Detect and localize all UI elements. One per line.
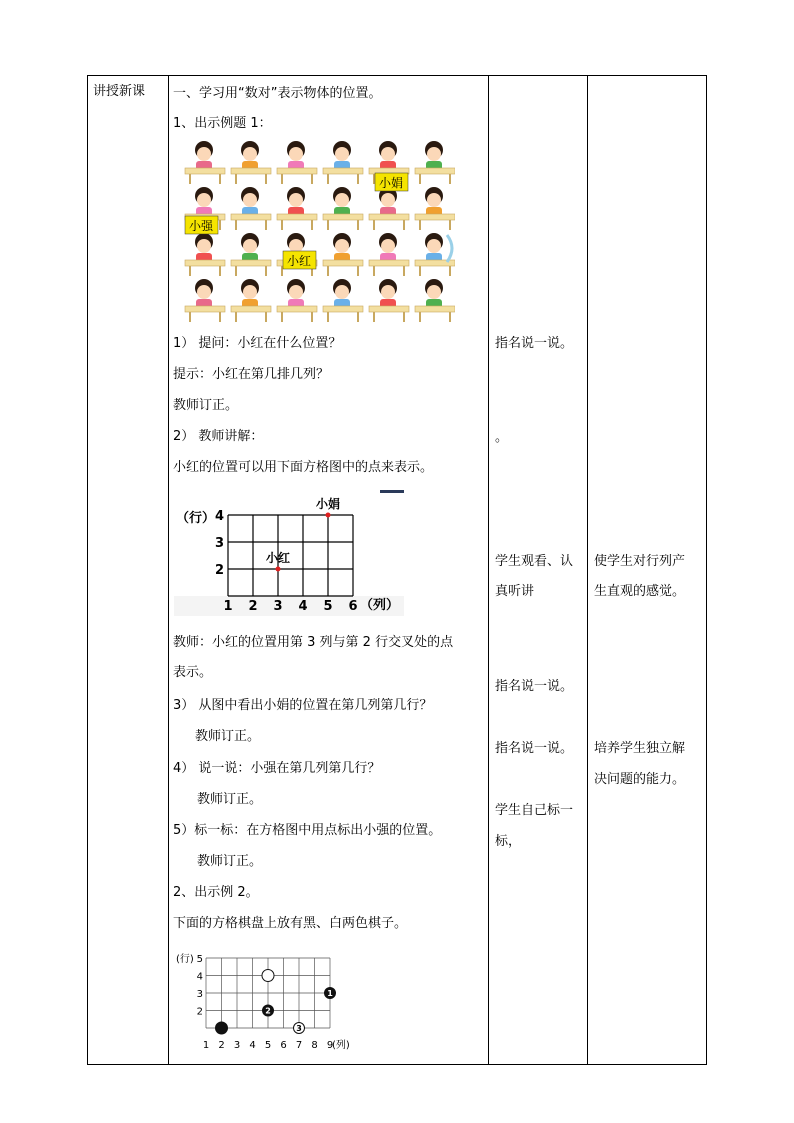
student-figure (323, 187, 363, 230)
student-activity-4: 指名说一说。 (495, 679, 574, 694)
example1-title: 1、出示例题 1： (173, 116, 272, 131)
grid2-row-axis-label: (行) (176, 954, 194, 965)
grid-figure-1 (170, 488, 420, 618)
student-figure (231, 187, 271, 230)
teacher-correct-3: 教师订正。 (195, 729, 261, 744)
label-xiaohong (283, 251, 316, 269)
teacher-correct-4: 教师订正。 (197, 792, 263, 807)
grid1-col-tick: 6 (348, 599, 358, 614)
grid2-lines (206, 958, 330, 1028)
classroom-illustration (183, 140, 455, 326)
student-activity-3-line2: 真听讲 (495, 584, 535, 599)
hint-text: 提示：小红在第几排几列？ (173, 367, 330, 382)
teacher-correct-1: 教师订正。 (173, 398, 239, 413)
section-header-cell: 讲授新课 (93, 84, 146, 99)
grid1-row-axis-label: （行） (176, 511, 216, 526)
student-figure (231, 141, 271, 184)
svg-text:小娟: 小娟 (378, 176, 404, 190)
grid2-row-tick: 5 (196, 954, 203, 965)
student-figure (277, 141, 317, 184)
student-figure (185, 279, 225, 322)
point-xiaohong (276, 567, 281, 572)
svg-text:小强: 小强 (188, 219, 214, 233)
grid2-col-tick: 4 (249, 1040, 256, 1051)
grid2-col-tick: 9 (326, 1040, 334, 1051)
student-activity-3-line1: 学生观看、认 (495, 554, 574, 569)
student-activity-1: 指名说一说。 (495, 336, 574, 351)
student-figure (323, 279, 363, 322)
teacher-explanation-line1: 教师：小红的位置用第 3 列与第 2 行交叉处的点 (173, 635, 454, 650)
scan-mark (380, 490, 404, 493)
label-xiaoqiang (185, 216, 218, 234)
grid2-col-tick: 3 (233, 1040, 241, 1051)
design-intent-2-line1: 培养学生独立解 (594, 741, 686, 756)
grid2-col-tick: 5 (264, 1040, 272, 1051)
student-figure (323, 141, 363, 184)
grid1-col-axis-label: （列） (360, 598, 400, 613)
grid2-col-axis-label: (列) (332, 1040, 350, 1051)
grid-figure-2 (172, 948, 372, 1054)
grid1-row-tick: 2 (214, 563, 224, 578)
piece-mark: 3 (296, 1024, 302, 1033)
label-xiaojuan (375, 173, 408, 191)
point-label-xiaohong: 小红 (265, 551, 291, 565)
question-3: 3） 从图中看出小娟的位置在第几列第几行？ (173, 698, 433, 713)
explanation-text: 小红的位置可以用下面方格图中的点来表示。 (173, 460, 434, 475)
piece-mark: 2 (265, 1006, 271, 1016)
student-figure (231, 233, 271, 276)
question-1: 1） 提问：小红在什么位置？ (173, 336, 342, 351)
teacher-correct-5: 教师订正。 (197, 854, 263, 869)
point-xiaojuan (326, 513, 331, 518)
board-edge-decoration (447, 235, 452, 262)
grid2-col-tick: 6 (280, 1040, 287, 1051)
example2-title: 2、出示例 2。 (173, 885, 259, 900)
question-4: 4） 说一说：小强在第几列第几行？ (173, 761, 381, 776)
column-divider (168, 76, 169, 1064)
design-intent-2-line2: 决问题的能力。 (594, 772, 686, 787)
grid2-row-tick: 2 (196, 1006, 203, 1018)
student-figure (369, 187, 409, 230)
student-figure (369, 233, 409, 276)
grid2-row-tick: 3 (196, 989, 203, 1000)
grid2-col-tick: 1 (202, 1040, 210, 1051)
design-intent-1-line2: 生直观的感觉。 (594, 584, 686, 599)
point-label-xiaojuan: 小娟 (315, 497, 341, 511)
grid1-col-tick: 5 (323, 599, 333, 614)
grid1-row-tick: 4 (214, 509, 224, 524)
column-divider (488, 76, 489, 1064)
student-activity-6-line1: 学生自己标一 (495, 803, 574, 818)
student-activity-2: 。 (495, 430, 509, 445)
teacher-explanation-line2: 表示。 (173, 665, 213, 680)
student-activity-5: 指名说一说。 (495, 741, 574, 756)
svg-text:小红: 小红 (286, 254, 312, 268)
grid2-col-tick: 8 (311, 1040, 318, 1051)
grid1-col-tick: 3 (273, 599, 283, 614)
section-heading: 一、学习用“数对”表示物体的位置。 (173, 86, 382, 101)
student-figure (185, 141, 225, 184)
student-figure (185, 233, 225, 276)
question-5: 5）标一标：在方格图中用点标出小强的位置。 (173, 823, 442, 838)
student-figure (231, 279, 271, 322)
board-description: 下面的方格棋盘上放有黑、白两色棋子。 (173, 916, 408, 931)
design-intent-1-line1: 使学生对行列产 (594, 554, 686, 569)
student-figure (277, 279, 317, 322)
student-figure (277, 187, 317, 230)
grid1-row-tick: 3 (214, 536, 224, 551)
grid2-pieces (216, 970, 336, 1035)
grid1-lines (228, 515, 353, 596)
grid1-col-tick: 1 (223, 599, 233, 614)
grid1-col-tick: 4 (298, 599, 308, 614)
grid2-col-tick: 2 (218, 1040, 225, 1051)
grid2-ticks (197, 954, 334, 1051)
student-figure (369, 279, 409, 322)
grid2-col-tick: 7 (295, 1040, 303, 1051)
student-figure (415, 279, 455, 322)
question-2: 2） 教师讲解： (173, 429, 264, 444)
piece-mark: 1 (327, 989, 333, 998)
black-piece (216, 1022, 228, 1034)
students-group (185, 141, 455, 322)
student-figure (415, 141, 455, 184)
column-divider (587, 76, 588, 1064)
white-piece (262, 970, 274, 982)
student-figure (323, 233, 363, 276)
grid1-col-tick: 2 (248, 599, 258, 614)
student-activity-6-line2: 标， (495, 834, 522, 849)
student-figure (415, 187, 455, 230)
grid2-row-tick: 4 (196, 971, 203, 983)
